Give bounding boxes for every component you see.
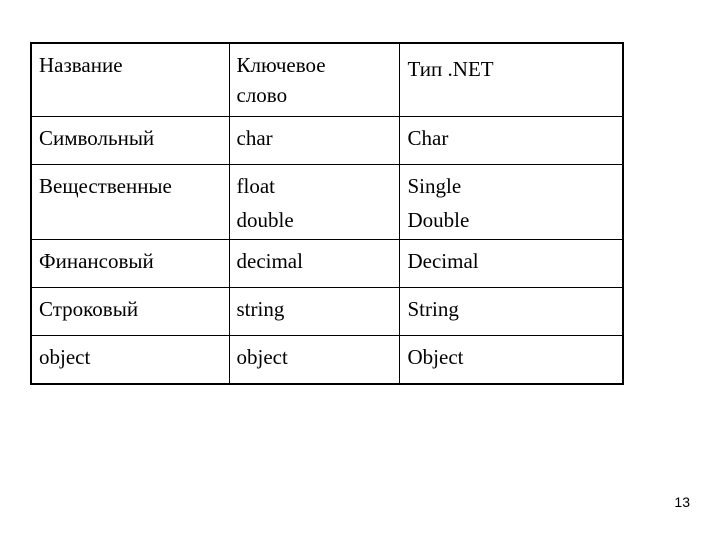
header-net-type: Тип .NET <box>407 57 494 81</box>
table-header-row <box>31 43 623 117</box>
table-row <box>31 165 623 240</box>
type-name-cell <box>31 165 229 240</box>
table-row <box>31 117 623 165</box>
type-name: Символьный <box>39 126 155 150</box>
page-number: 13 <box>674 494 690 510</box>
type-name-cell <box>31 117 229 165</box>
table-row <box>31 288 623 336</box>
header-net-type-cell <box>399 43 623 117</box>
type-name-cell <box>31 288 229 336</box>
net-type-cell <box>399 336 623 385</box>
net-type-cell <box>399 165 623 240</box>
keyword: double <box>236 208 294 232</box>
keyword-cell <box>229 336 399 385</box>
type-name: Финансовый <box>39 249 154 273</box>
net-type: Char <box>407 126 449 150</box>
net-type: Single <box>407 174 462 198</box>
header-name-cell <box>31 43 229 117</box>
header-keyword-cell <box>229 43 399 117</box>
keyword: object <box>236 345 288 369</box>
header-name: Название <box>39 53 123 77</box>
types-table <box>30 42 624 385</box>
header-keyword-line1: Ключевое <box>236 53 326 77</box>
keyword-cell <box>229 288 399 336</box>
type-name: Вещественные <box>39 174 172 198</box>
net-type: Decimal <box>407 249 479 273</box>
table-row <box>31 240 623 288</box>
type-name-cell <box>31 336 229 385</box>
type-name: Строковый <box>39 297 139 321</box>
keyword: decimal <box>236 249 303 273</box>
type-name: object <box>39 345 91 369</box>
header-keyword-line2: слово <box>236 83 288 107</box>
net-type-cell <box>399 240 623 288</box>
net-type-cell <box>399 117 623 165</box>
net-type: Object <box>407 345 464 369</box>
keyword: char <box>236 126 273 150</box>
keyword-cell <box>229 240 399 288</box>
keyword: string <box>236 297 285 321</box>
type-name-cell <box>31 240 229 288</box>
net-type-cell <box>399 288 623 336</box>
net-type: Double <box>407 208 470 232</box>
keyword: float <box>236 174 275 198</box>
table-row <box>31 336 623 385</box>
keyword-cell <box>229 117 399 165</box>
net-type: String <box>407 297 459 321</box>
keyword-cell <box>229 165 399 240</box>
